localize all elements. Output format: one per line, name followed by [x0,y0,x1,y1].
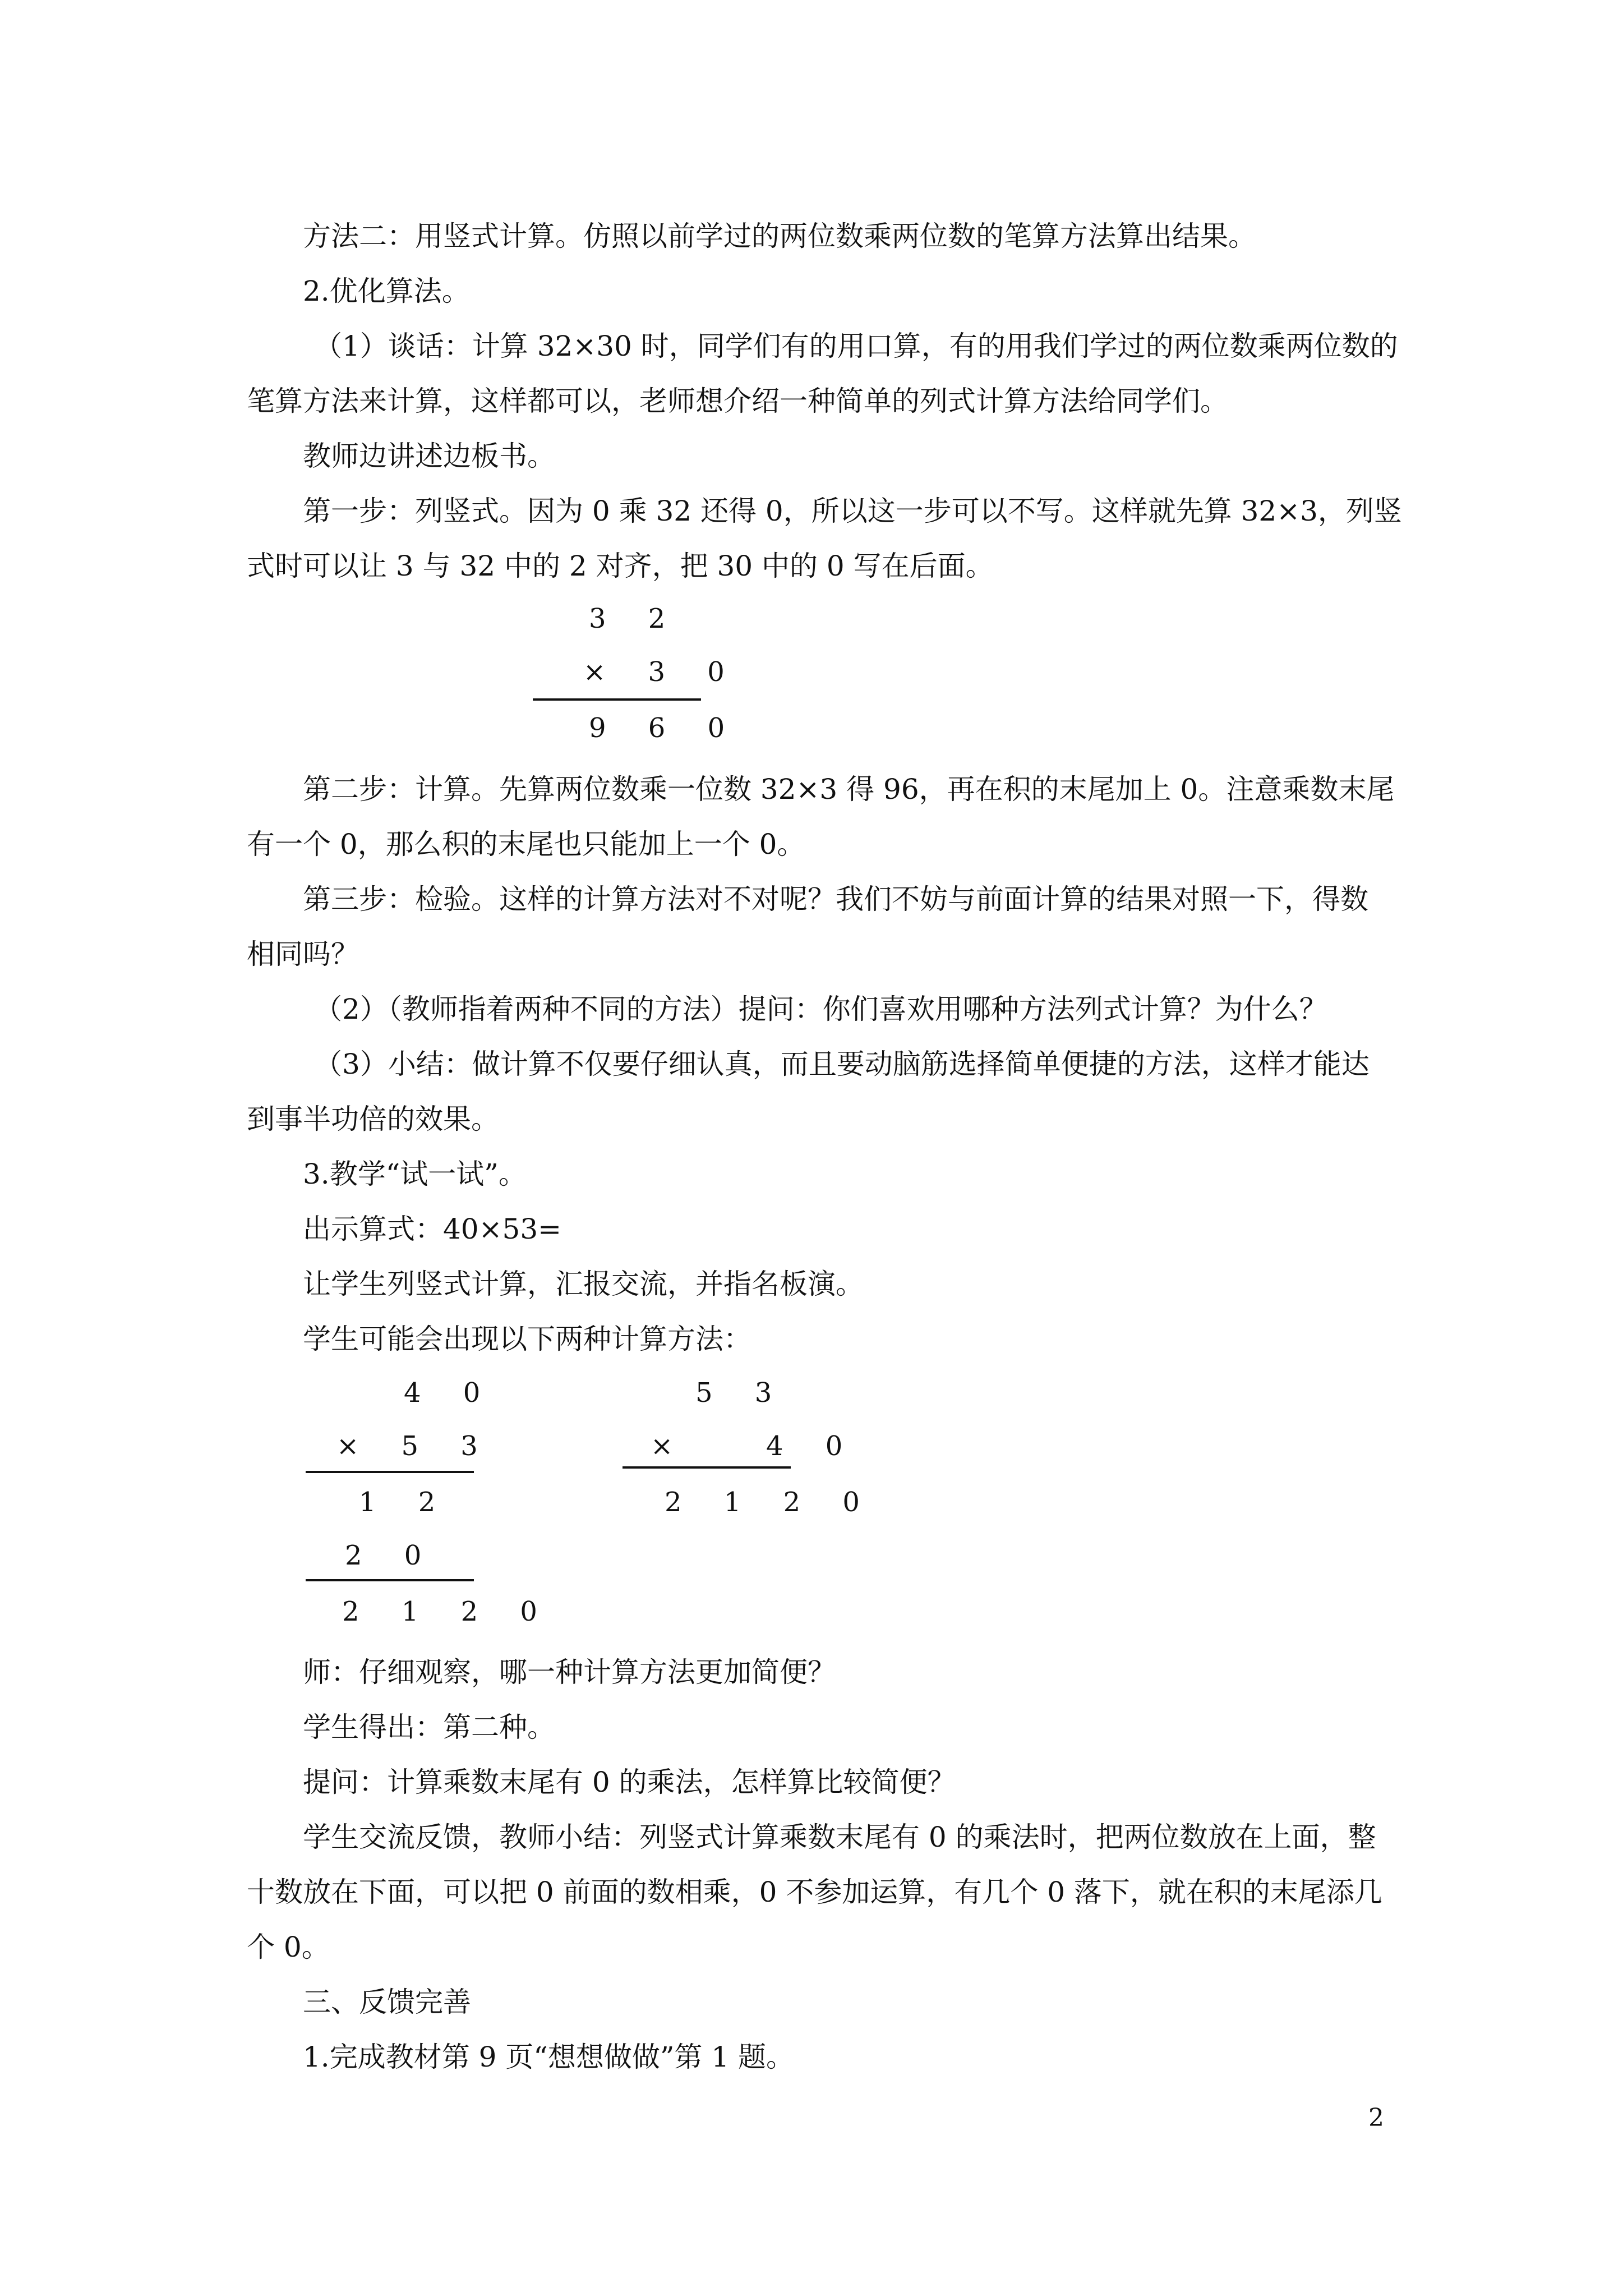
calc-rule [306,1471,474,1473]
paragraph-line: 1.完成教材第 9 页“想想做做”第 1 题。 [303,2041,795,2073]
calc-multiplier: × 4 0 [651,1430,860,1462]
paragraph-line: 第二步：计算。先算两位数乘一位数 32×3 得 96，再在积的末尾加上 0。注意乘数末尾 [303,773,1395,806]
paragraph-line: 让学生列竖式计算，汇报交流，并指名板演。 [303,1268,864,1300]
calc-multiplicand: 3 2 [589,603,683,634]
paragraph-line: 十数放在下面，可以把 0 前面的数相乘，0 不参加运算，有几个 0 落下，就在积的末尾添几 [247,1876,1382,1908]
page-number: 2 [1368,2104,1384,2132]
paragraph-line: 相同吗？ [247,938,359,970]
paragraph-line: 方法二：用竖式计算。仿照以前学过的两位数乘两位数的笔算方法算出结果。 [303,220,1256,252]
paragraph-line: 师：仔细观察，哪一种计算方法更加简便？ [303,1656,836,1688]
paragraph-line: （2）（教师指着两种不同的方法）提问：你们喜欢用哪种方法列式计算？为什么？ [314,993,1327,1025]
calc-multiplicand: 4 0 [404,1377,497,1409]
paragraph-line: 学生交流反馈，教师小结：列竖式计算乘数末尾有 0 的乘法时，把两位数放在上面，整 [303,1821,1376,1853]
paragraph-line: 2.优化算法。 [303,275,470,307]
paragraph-line: 教师边讲述边板书。 [303,440,555,472]
calc-partial-product: 1 2 [359,1487,453,1518]
paragraph-line: 第一步：列竖式。因为 0 乘 32 还得 0，所以这一步可以不写。这样就先算 32×3，列竖 [303,495,1402,527]
paragraph-line: 式时可以让 3 与 32 中的 2 对齐，把 30 中的 0 写在后面。 [247,550,994,582]
paragraph-line: （3）小结：做计算不仅要仔细认真，而且要动脑筋选择简单便捷的方法，这样才能达 [314,1048,1370,1080]
calc-multiplier: × 5 3 [336,1430,495,1462]
paragraph-line: 出示算式：40×53= [303,1213,562,1245]
calc-multiplicand: 5 3 [695,1377,789,1409]
paragraph-line: 到事半功倍的效果。 [247,1103,499,1135]
calc-product: 9 6 0 [589,712,742,744]
paragraph-line: 个 0。 [247,1931,330,1963]
calc-product: 2 1 2 0 [665,1487,877,1518]
calc-partial-product: 2 0 [345,1540,439,1571]
calc-product: 2 1 2 0 [342,1596,554,1627]
calc-rule [306,1579,474,1581]
paragraph-line: 3.教学“试一试”。 [303,1158,527,1190]
calc-rule [533,698,701,701]
calc-multiplier: × 3 0 [583,656,741,688]
paragraph-line: 笔算方法来计算，这样都可以，老师想介绍一种简单的列式计算方法给同学们。 [247,385,1228,417]
paragraph-line: 学生可能会出现以下两种计算方法： [303,1323,751,1355]
calc-rule [623,1466,791,1469]
paragraph-line: 学生得出：第二种。 [303,1711,555,1743]
paragraph-line: 三、反馈完善 [303,1986,471,2018]
paragraph-line: 第三步：检验。这样的计算方法对不对呢？我们不妨与前面计算的结果对照一下，得数 [303,883,1368,915]
paragraph-line: （1）谈话：计算 32×30 时，同学们有的用口算，有的用我们学过的两位数乘两位数的 [314,330,1398,362]
paragraph-line: 有一个 0，那么积的末尾也只能加上一个 0。 [247,828,805,861]
paragraph-line: 提问：计算乘数末尾有 0 的乘法，怎样算比较简便？ [303,1766,956,1798]
